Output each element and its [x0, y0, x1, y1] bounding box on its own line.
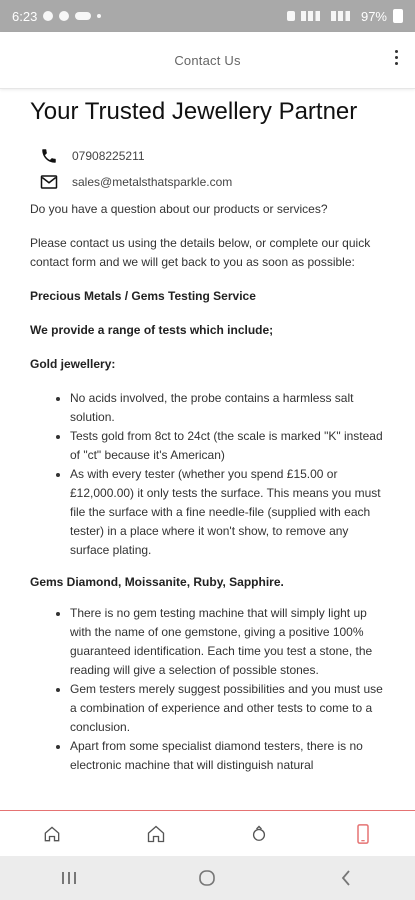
phone-icon [40, 148, 58, 164]
status-time: 6:23 [12, 8, 38, 24]
dot-icon [97, 14, 101, 18]
service-title: Precious Metals / Gems Testing Service [30, 289, 256, 303]
nav-house-icon[interactable] [136, 814, 176, 854]
gems-title: Gems Diamond, Moissanite, Ruby, Sapphire. [30, 575, 284, 589]
nav-ring-icon[interactable] [239, 814, 279, 854]
gems-list [30, 604, 385, 775]
page-heading: Your Trusted Jewellery Partner [30, 98, 358, 125]
battery-percent: 97% [360, 8, 387, 24]
message-icon [59, 11, 69, 21]
email-row[interactable] [40, 174, 385, 190]
system-nav-bar [0, 856, 415, 900]
home-button-icon[interactable] [187, 863, 227, 893]
list-item: • As with every tester (whether you spend £15.00 or £12,000.00) it only tests the surface. This means you must file the surface with a fine needle-file (supplied with each tester) in a place where it won't show, to remove any surface plating. [70, 465, 385, 560]
list-item: • There is no gem testing machine that will simply light up with the name of one gemstone, giving a positive 100% guaranteed identification. Each time you test a stone, the reading will give a selection of possible stones. [70, 604, 385, 680]
wifi-signal-icon [301, 11, 325, 21]
gold-list [30, 389, 385, 560]
phone-row[interactable] [40, 148, 385, 164]
app-badge-icon [75, 12, 91, 20]
gold-title: Gold jewellery: [30, 357, 116, 371]
cell-signal-icon [331, 11, 355, 21]
status-bar [0, 0, 415, 32]
recent-apps-icon[interactable] [49, 863, 89, 893]
page-content[interactable] [0, 88, 415, 810]
battery-icon [393, 9, 403, 23]
tests-intro: We provide a range of tests which include; [30, 323, 274, 337]
list-item: • Apart from some specialist diamond testers, there is no electronic machine that will distinguish natural [70, 737, 385, 775]
bottom-nav [0, 810, 415, 857]
bluetooth-icon [287, 11, 295, 21]
nav-phone-icon[interactable] [343, 814, 383, 854]
notification-icon [43, 11, 53, 21]
nav-home-outline-icon[interactable] [32, 814, 72, 854]
list-item: • Gem testers merely suggest possibilities and you must use a combination of experience and other tests to come to a conclusion. [70, 680, 385, 737]
intro-text-2: Please contact us using the details below, or complete our quick contact form and we will get back to you as soon as possible: [30, 236, 371, 269]
overflow-menu-icon[interactable] [395, 50, 399, 65]
page-title: Contact Us [174, 52, 241, 68]
intro-text: Do you have a question about our products or services? [30, 202, 328, 216]
list-item: • Tests gold from 8ct to 24ct (the scale is marked "K" instead of "ct" because it's American) [70, 427, 385, 465]
email-address[interactable]: sales@metalsthatsparkle.com [72, 175, 233, 189]
list-item: • No acids involved, the probe contains a harmless salt solution. [70, 389, 385, 427]
mail-icon [40, 174, 58, 190]
app-bar [0, 32, 415, 89]
back-icon[interactable] [326, 863, 366, 893]
phone-number[interactable]: 07908225211 [72, 149, 145, 163]
